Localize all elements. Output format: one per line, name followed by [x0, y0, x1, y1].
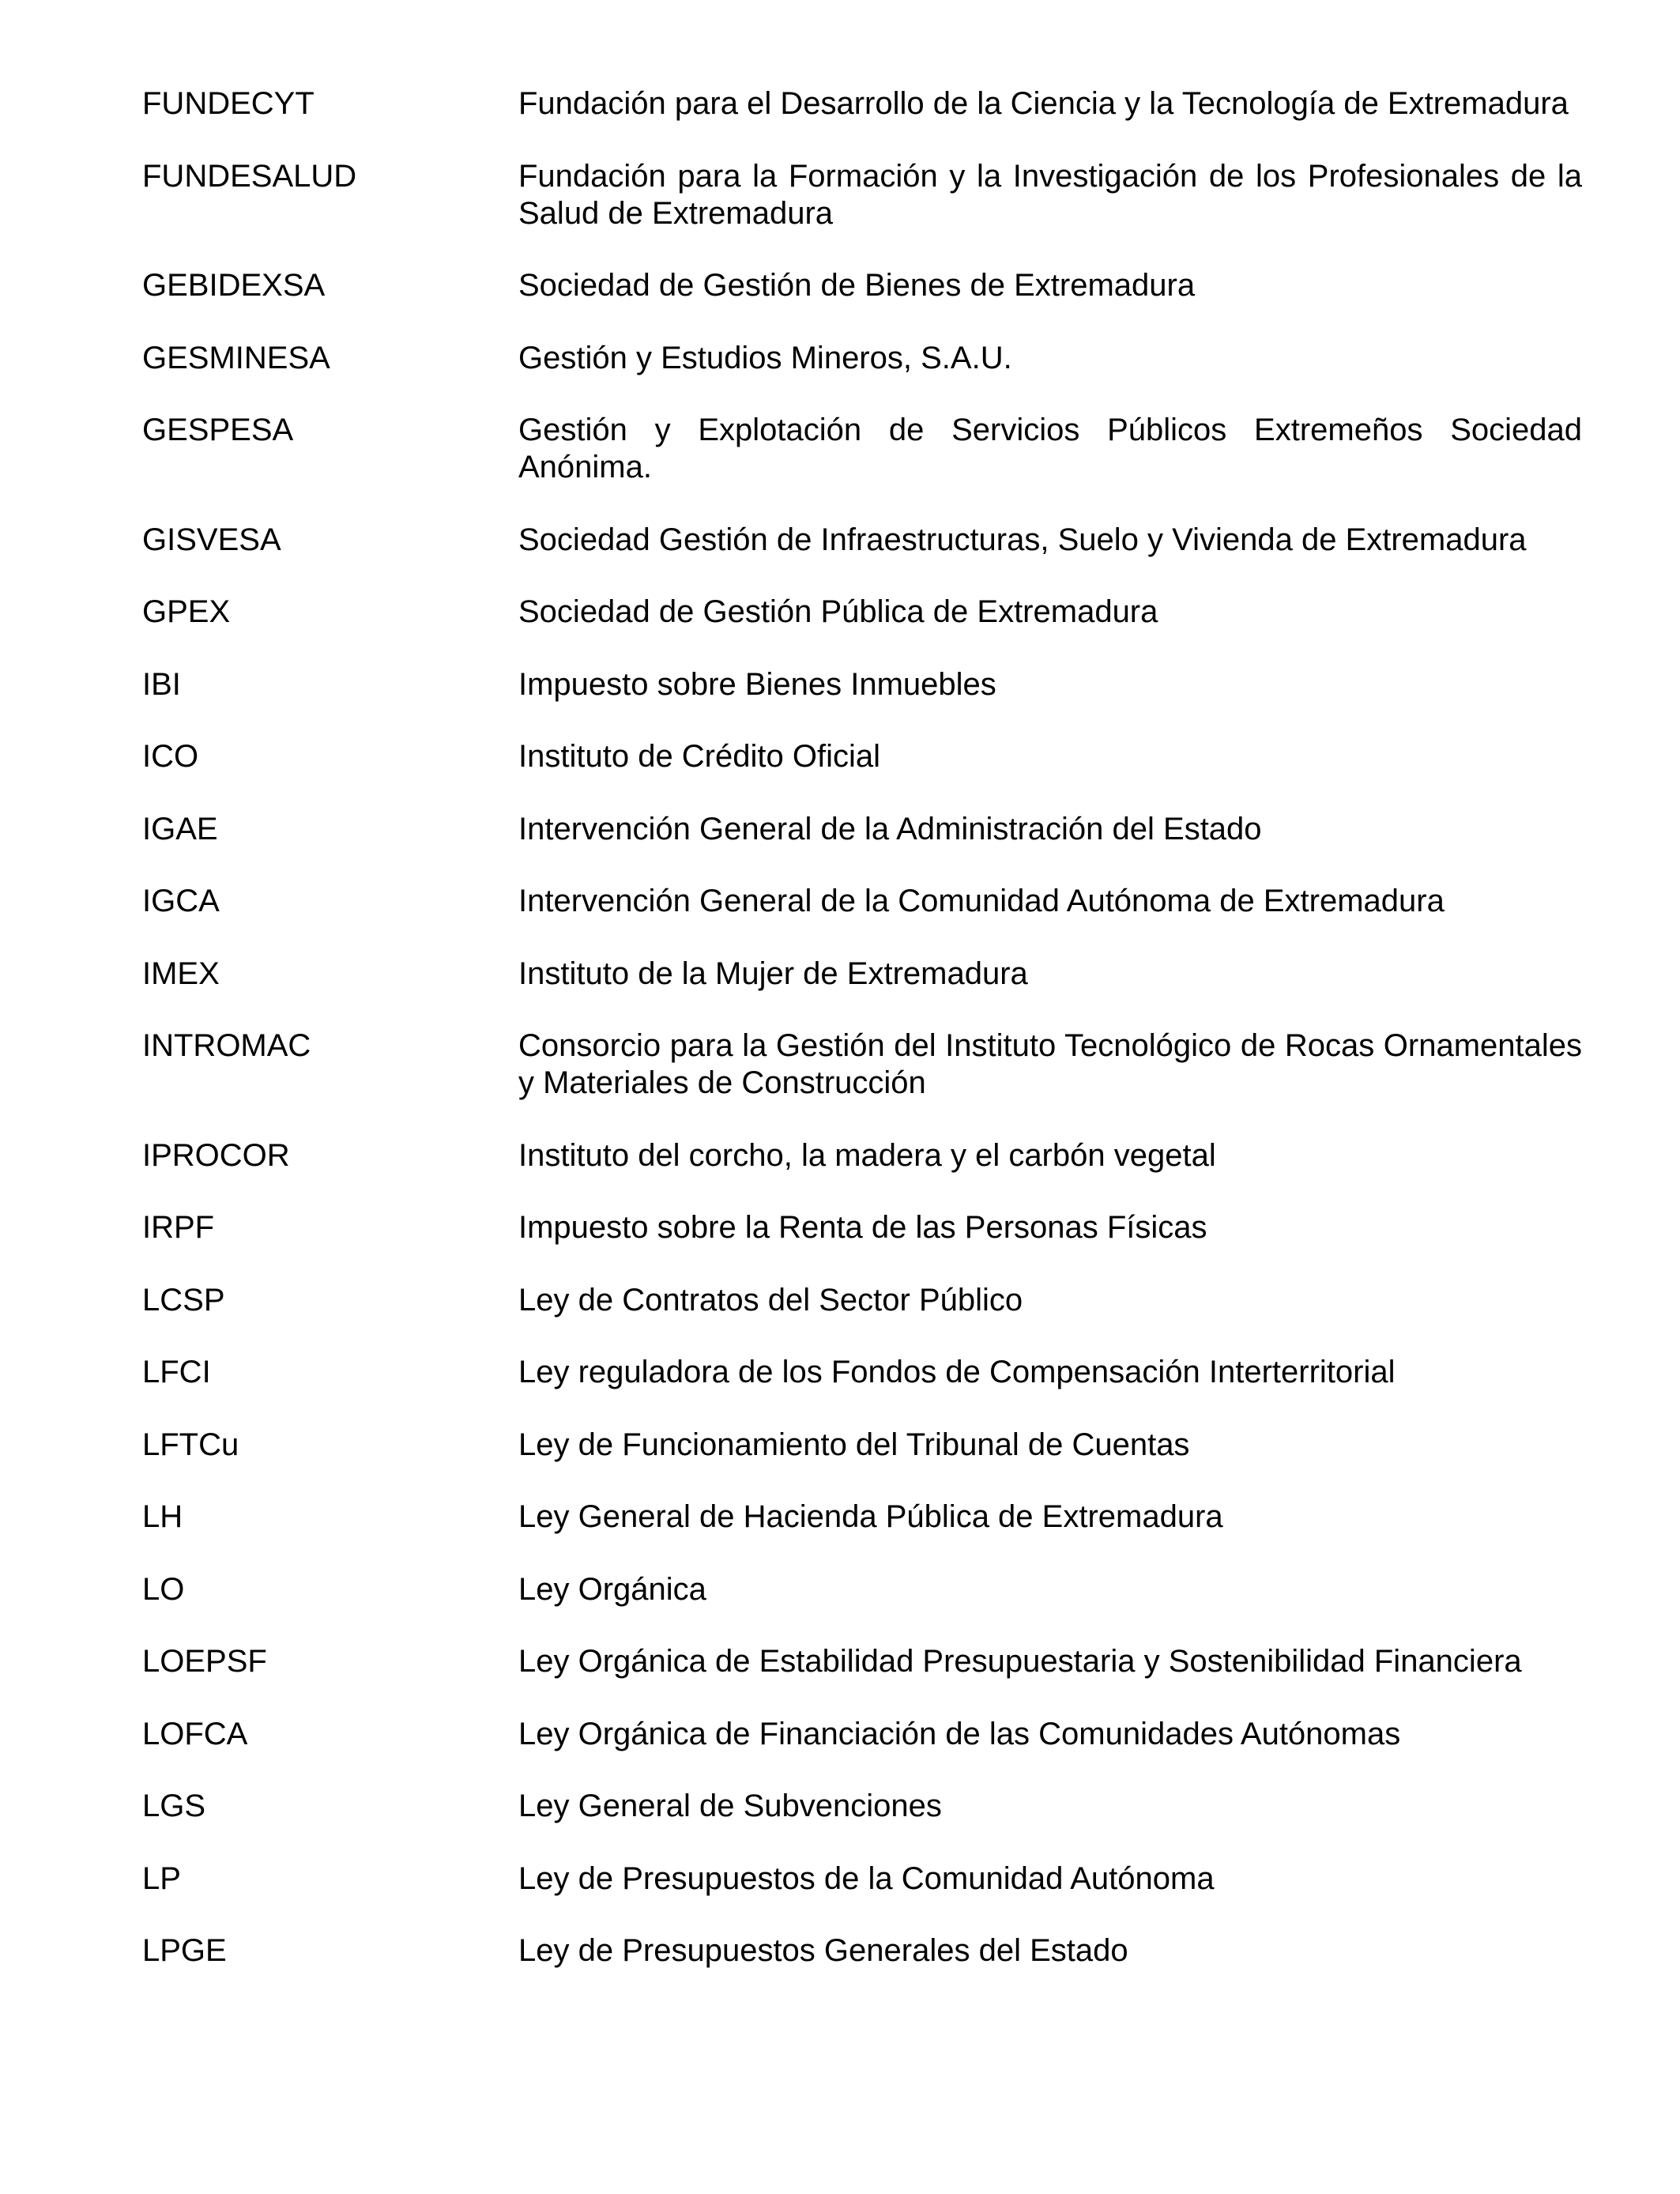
abbreviation-term: LH — [142, 1499, 183, 1534]
abbreviation-term: IPROCOR — [142, 1137, 290, 1173]
abbreviation-entry — [142, 1788, 1582, 1825]
abbreviation-term: LO — [142, 1571, 185, 1607]
abbreviation-entry — [142, 666, 1582, 703]
abbreviation-definition: Fundación para la Formación y la Investigación de los Profesionales de la Salud de Extremadura — [518, 158, 1582, 231]
abbreviation-entry — [142, 1498, 1582, 1536]
abbreviation-entry — [142, 883, 1582, 920]
abbreviation-term: FUNDECYT — [142, 86, 315, 121]
abbreviation-term: LOEPSF — [142, 1644, 267, 1679]
abbreviation-entry — [142, 1860, 1582, 1898]
abbreviation-definition: Ley Orgánica de Financiación de las Comunidades Autónomas — [518, 1716, 1401, 1751]
abbreviation-entry — [142, 1137, 1582, 1174]
abbreviation-definition: Ley Orgánica — [518, 1571, 706, 1607]
abbreviation-term: IGCA — [142, 884, 220, 918]
abbreviation-term: LP — [142, 1860, 181, 1896]
abbreviation-definition: Fundación para el Desarrollo de la Ciencia y la Tecnología de Extremadura — [518, 86, 1569, 121]
abbreviation-entry — [142, 85, 1582, 123]
abbreviation-list — [142, 85, 1582, 2005]
abbreviation-entry — [142, 594, 1582, 631]
abbreviation-definition: Ley reguladora de los Fondos de Compensación Interterritorial — [518, 1355, 1396, 1389]
abbreviation-definition: Ley de Funcionamiento del Tribunal de Cuentas — [518, 1427, 1190, 1462]
abbreviation-entry — [142, 1643, 1582, 1680]
abbreviation-definition: Instituto del corcho, la madera y el carbón vegetal — [518, 1137, 1216, 1173]
abbreviation-term: ICO — [142, 739, 199, 774]
abbreviation-entry — [142, 956, 1582, 993]
abbreviation-term: LFTCu — [142, 1427, 239, 1462]
abbreviation-term: IBI — [142, 666, 181, 702]
abbreviation-definition: Sociedad de Gestión Pública de Extremadura — [518, 594, 1158, 629]
abbreviation-entry — [142, 1209, 1582, 1246]
abbreviation-definition: Intervención General de la Administración del Estado — [518, 811, 1262, 846]
abbreviation-definition: Impuesto sobre Bienes Inmuebles — [518, 666, 996, 702]
abbreviation-term: GESPESA — [142, 413, 294, 447]
abbreviation-definition: Consorcio para la Gestión del Instituto Tecnológico de Rocas Ornamentales y Materiales de Construcción — [518, 1028, 1582, 1100]
abbreviation-entry — [142, 412, 1582, 486]
abbreviation-definition: Ley de Contratos del Sector Público — [518, 1282, 1023, 1318]
abbreviation-term: GPEX — [142, 594, 231, 629]
abbreviation-definition: Instituto de la Mujer de Extremadura — [518, 956, 1028, 991]
abbreviation-definition: Sociedad Gestión de Infraestructuras, Suelo y Vivienda de Extremadura — [518, 522, 1527, 557]
abbreviation-entry — [142, 1716, 1582, 1753]
abbreviation-definition: Ley General de Hacienda Pública de Extremadura — [518, 1499, 1223, 1534]
abbreviation-entry — [142, 1354, 1582, 1391]
abbreviation-term: FUNDESALUD — [142, 158, 357, 194]
abbreviation-definition: Gestión y Estudios Mineros, S.A.U. — [518, 340, 1012, 375]
abbreviation-definition: Ley General de Subvenciones — [518, 1789, 942, 1823]
abbreviation-entry — [142, 1282, 1582, 1319]
abbreviation-entry — [142, 1027, 1582, 1102]
abbreviation-entry — [142, 1932, 1582, 1970]
abbreviation-entry — [142, 1571, 1582, 1608]
abbreviation-term: LCSP — [142, 1282, 225, 1318]
abbreviation-entry — [142, 738, 1582, 775]
abbreviation-entry — [142, 522, 1582, 559]
abbreviation-entry — [142, 1427, 1582, 1464]
abbreviation-term: LPGE — [142, 1933, 227, 1968]
abbreviation-term: LGS — [142, 1789, 206, 1823]
abbreviation-definition: Ley Orgánica de Estabilidad Presupuestaria y Sostenibilidad Financiera — [518, 1644, 1522, 1679]
abbreviation-definition: Sociedad de Gestión de Bienes de Extremadura — [518, 268, 1196, 303]
abbreviation-term: IGAE — [142, 811, 218, 846]
abbreviation-term: IRPF — [142, 1210, 215, 1245]
abbreviation-term: INTROMAC — [142, 1028, 311, 1063]
abbreviation-definition: Instituto de Crédito Oficial — [518, 739, 880, 774]
abbreviation-definition: Ley de Presupuestos Generales del Estado — [518, 1933, 1128, 1968]
abbreviation-term: IMEX — [142, 956, 220, 991]
abbreviation-term: GESMINESA — [142, 340, 330, 375]
abbreviation-term: LOFCA — [142, 1716, 248, 1751]
abbreviation-definition: Gestión y Explotación de Servicios Públicos Extremeños Sociedad Anónima. — [518, 413, 1582, 484]
abbreviation-definition: Impuesto sobre la Renta de las Personas Físicas — [518, 1210, 1207, 1245]
abbreviation-entry — [142, 158, 1582, 232]
abbreviation-definition: Ley de Presupuestos de la Comunidad Autónoma — [518, 1860, 1215, 1896]
abbreviation-entry — [142, 340, 1582, 377]
abbreviation-entry — [142, 811, 1582, 848]
abbreviation-term: GEBIDEXSA — [142, 268, 326, 303]
abbreviation-definition: Intervención General de la Comunidad Autónoma de Extremadura — [518, 884, 1445, 918]
abbreviation-entry — [142, 267, 1582, 304]
abbreviation-term: LFCI — [142, 1355, 211, 1389]
abbreviation-term: GISVESA — [142, 522, 281, 557]
